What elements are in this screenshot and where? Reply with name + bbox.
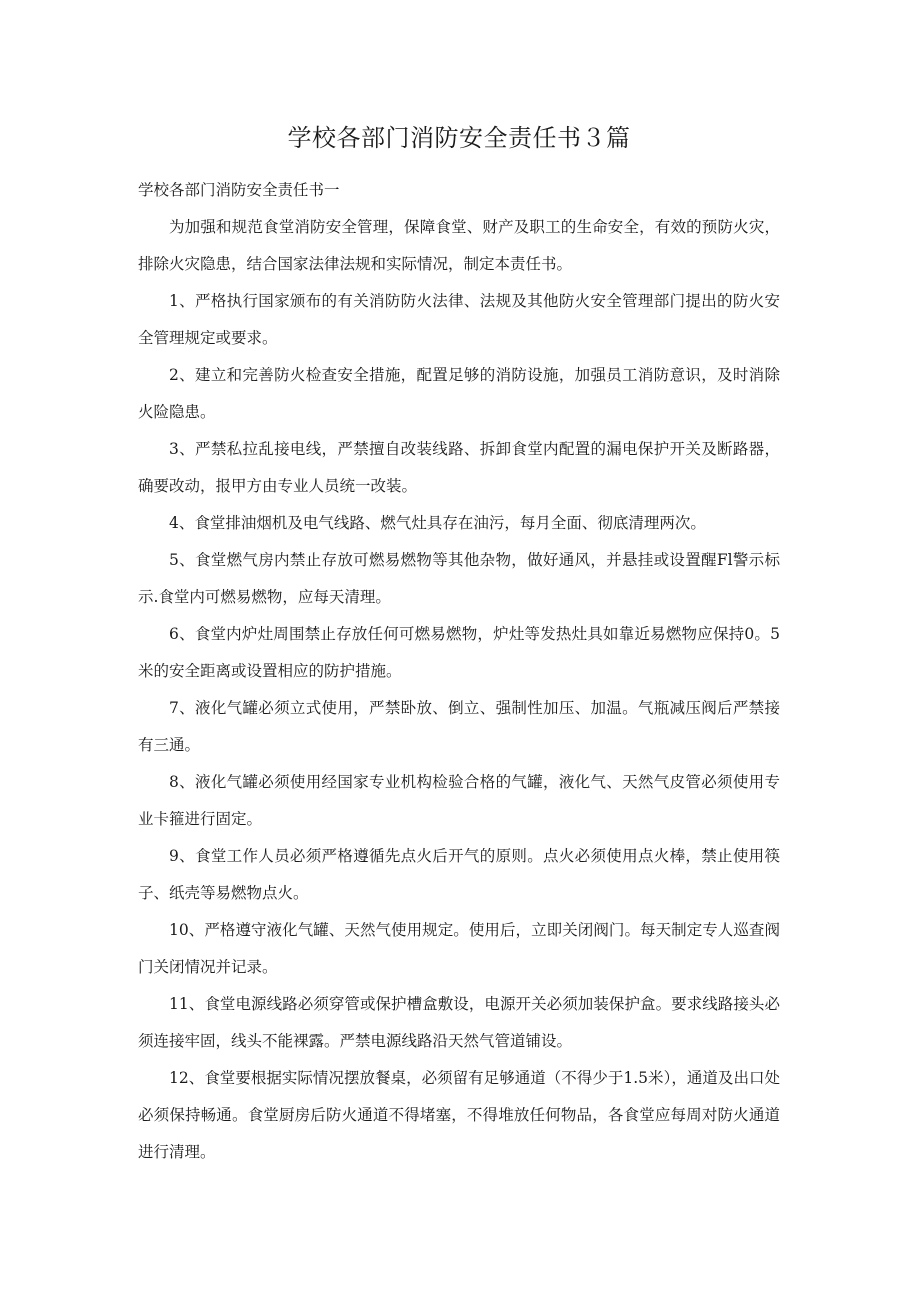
paragraph-item-7: 7、液化气罐必须立式使用，严禁卧放、倒立、强制性加压、加温。气瓶减压阀后严禁接有三通。 [138, 699, 780, 754]
paragraph-intro: 为加强和规范食堂消防安全管理，保障食堂、财产及职工的生命安全，有效的预防火灾，排除火灾隐患，结合国家法律法规和实际情况，制定本责任书。 [138, 218, 780, 273]
document-title: 学校各部门消防安全责任书３篇 [287, 124, 631, 152]
paragraph-item-11: 11、食堂电源线路必须穿管或保护槽盒敷设，电源开关必须加装保护盒。要求线路接头必须连接牢固，线头不能裸露。严禁电源线路沿天然气管道铺设。 [138, 995, 780, 1050]
paragraph-item-2: 2、建立和完善防火检查安全措施，配置足够的消防设施，加强员工消防意识，及时消除火险隐患。 [138, 366, 780, 421]
paragraph-item-3: 3、严禁私拉乱接电线，严禁擅自改装线路、拆卸食堂内配置的漏电保护开关及断路器，确要改动，报甲方由专业人员统一改装。 [138, 440, 780, 495]
paragraph-item-1: 1、严格执行国家颁布的有关消防防火法律、法规及其他防火安全管理部门提出的防火安全管理规定或要求。 [138, 292, 780, 347]
paragraph-item-8: 8、液化气罐必须使用经国家专业机构检验合格的气罐，液化气、天然气皮管必须使用专业卡箍进行固定。 [138, 773, 780, 828]
paragraph-item-10: 10、严格遵守液化气罐、天然气使用规定。使用后，立即关闭阀门。每天制定专人巡查阀门关闭情况并记录。 [138, 921, 780, 976]
paragraph-item-12: 12、食堂要根据实际情况摆放餐桌，必须留有足够通道（不得少于1.5米），通道及出口处必须保持畅通。食堂厨房后防火通道不得堵塞，不得堆放任何物品，各食堂应每周对防火通道进行清理。 [138, 1069, 780, 1161]
section-subtitle: 学校各部门消防安全责任书一 [138, 181, 340, 199]
paragraph-item-4: 4、食堂排油烟机及电气线路、燃气灶具存在油污，每月全面、彻底清理两次。 [169, 514, 706, 532]
paragraph-item-6: 6、食堂内炉灶周围禁止存放任何可燃易燃物，炉灶等发热灶具如靠近易燃物应保持0。5米的安全距离或设置相应的防护措施。 [138, 625, 780, 680]
paragraph-item-5: 5、食堂燃气房内禁止存放可燃易燃物等其他杂物，做好通风，并悬挂或设置醒Fl警示标示.食堂内可燃易燃物，应每天清理。 [138, 551, 780, 606]
paragraph-item-9: 9、食堂工作人员必须严格遵循先点火后开气的原则。点火必须使用点火棒，禁止使用筷子、纸壳等易燃物点火。 [138, 847, 780, 902]
